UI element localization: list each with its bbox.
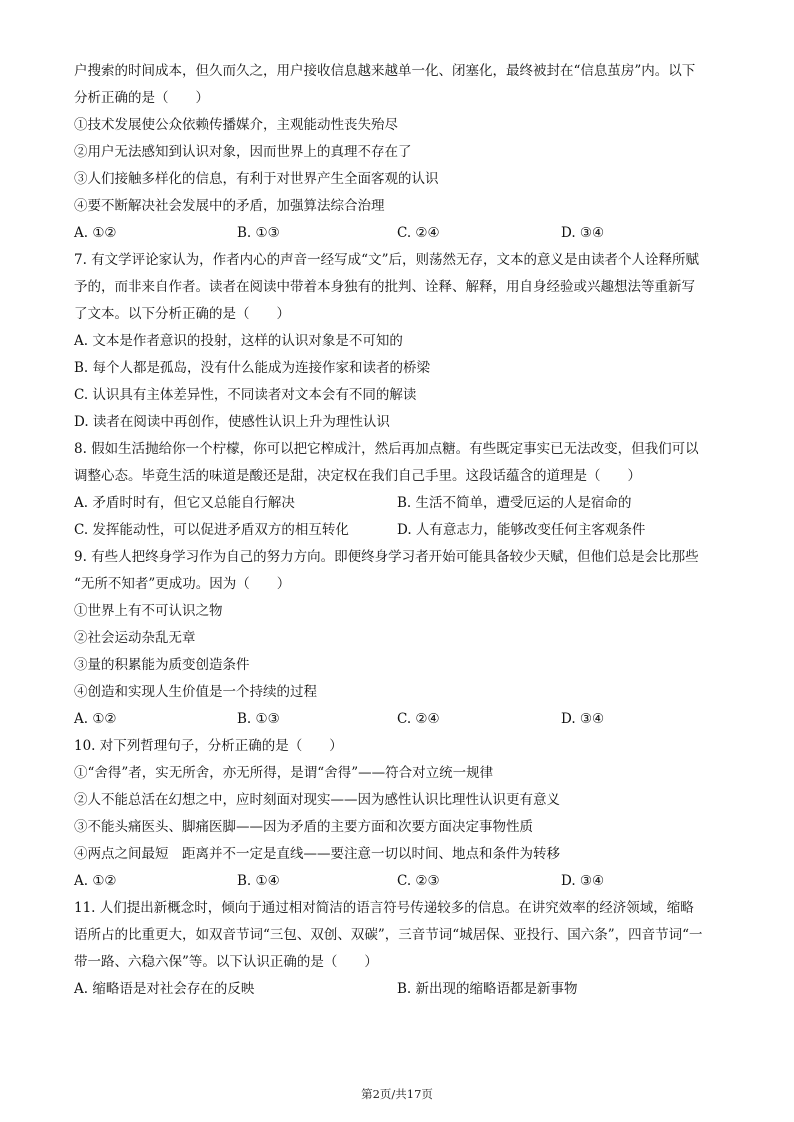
q8-options-row-1 [74, 494, 734, 512]
q6-option-a[interactable]: A. ①② [74, 225, 117, 241]
q7-option-b[interactable]: B. 每个人都是孤岛，没有什么能成为连接作家和读者的桥梁 [74, 360, 431, 376]
q10-statement-1: ①“舍得”者，实无所舍，亦无所得，是谓“舍得”——符合对立统一规律 [74, 765, 494, 781]
q6-stem-line-2: 分析正确的是（ ） [74, 90, 209, 106]
q10-option-a[interactable]: A. ①② [74, 873, 117, 889]
q8-option-a[interactable]: A. 矛盾时时有，但它又总能自行解决 [74, 495, 295, 511]
q9-statement-3: ③量的积累能为质变创造条件 [74, 657, 250, 673]
q10-statement-4: ④两点之间最短 距离并不一定是直线——要注意一切以时间、地点和条件为转移 [74, 846, 560, 862]
q6-statement-1: ①技术发展使公众依赖传播媒介，主观能动性丧失殆尽 [74, 117, 398, 133]
q10-statement-2: ②人不能总活在幻想之中，应时刻面对现实——因为感性认识比理性认识更有意义 [74, 792, 560, 808]
q8-option-b[interactable]: B. 生活不简单，遭受厄运的人是宿命的 [397, 495, 632, 511]
q6-statement-3: ③人们接触多样化的信息，有利于对世界产生全面客观的认识 [74, 171, 439, 187]
q10-options [74, 872, 734, 890]
q9-statement-4: ④创造和实现人生价值是一个持续的过程 [74, 684, 317, 700]
q9-options [74, 710, 734, 728]
q7-option-a[interactable]: A. 文本是作者意识的投射，这样的认识对象是不可知的 [74, 333, 403, 349]
q7-stem-line-3: 了文本。以下分析正确的是（ ） [74, 306, 290, 322]
q6-options [74, 224, 734, 242]
q9-option-c[interactable]: C. ②④ [397, 711, 440, 727]
q6-option-d[interactable]: D. ③④ [561, 225, 605, 241]
q9-stem-line-1: 9. 有些人把终身学习作为自己的努力方向。即便终身学习者开始可能具备较少天赋，但他们总是会比那些 [74, 549, 699, 565]
q6-statement-2: ②用户无法感知到认识对象，因而世界上的真理不存在了 [74, 144, 412, 160]
q8-stem-line-2: 调整心态。毕竟生活的味道是酸还是甜，决定权在我们自己手里。这段话蕴含的道理是（ ） [74, 468, 641, 484]
q7-option-c[interactable]: C. 认识具有主体差异性，不同读者对文本会有不同的解读 [74, 387, 417, 403]
q9-stem-line-2: “无所不知者”更成功。因为（ ） [74, 576, 291, 592]
q10-option-b[interactable]: B. ①④ [237, 873, 280, 889]
q11-option-a[interactable]: A. 缩略语是对社会存在的反映 [74, 981, 255, 997]
q10-statement-3: ③不能头痛医头、脚痛医脚——因为矛盾的主要方面和次要方面决定事物性质 [74, 819, 533, 835]
q6-stem-line-1: 户搜索的时间成本，但久而久之，用户接收信息越来越单一化、闭塞化，最终被封在“信息茧房”内。以下 [74, 63, 696, 79]
q8-option-c[interactable]: C. 发挥能动性，可以促进矛盾双方的相互转化 [74, 522, 349, 538]
q6-statement-4: ④要不断解决社会发展中的矛盾，加强算法综合治理 [74, 198, 385, 214]
q10-option-d[interactable]: D. ③④ [561, 873, 605, 889]
q11-options [74, 980, 734, 998]
q11-option-b[interactable]: B. 新出现的缩略语都是新事物 [397, 981, 578, 997]
q8-option-d[interactable]: D. 人有意志力，能够改变任何主客观条件 [397, 522, 646, 538]
q7-stem-line-2: 予的，而非来自作者。读者在阅读中带着本身独有的批判、诠释、解释，用自身经验或兴趣想法等重新写 [74, 279, 695, 295]
q10-stem-line-1: 10. 对下列哲理句子，分析正确的是（ ） [74, 738, 343, 754]
q8-options-row-2 [74, 521, 734, 539]
q11-stem-line-2: 语所占的比重更大，如双音节词“三包、双创、双碳”，三音节词“城居保、亚投行、国六条”，四音节词“一 [74, 927, 703, 943]
page-number-footer: 第2页/共17页 [361, 1087, 433, 1101]
q6-option-c[interactable]: C. ②④ [397, 225, 440, 241]
q8-stem-line-1: 8. 假如生活抛给你一个柠檬，你可以把它榨成汁，然后再加点糖。有些既定事实已无法改变，但我们可以 [74, 441, 699, 457]
q7-stem-line-1: 7. 有文学评论家认为，作者内心的声音一经写成“文”后，则荡然无存，文本的意义是由读者个人诠释所赋 [74, 252, 699, 268]
q9-statement-1: ①世界上有不可认识之物 [74, 603, 223, 619]
q7-option-d[interactable]: D. 读者在阅读中再创作，使感性认识上升为理性认识 [74, 414, 390, 430]
q9-option-b[interactable]: B. ①③ [237, 711, 280, 727]
q9-option-a[interactable]: A. ①② [74, 711, 117, 727]
q11-stem-line-1: 11. 人们提出新概念时，倾向于通过相对简洁的语言符号传递较多的信息。在讲究效率的经济领域，缩略 [74, 900, 694, 916]
q6-option-b[interactable]: B. ①③ [237, 225, 280, 241]
q11-stem-line-3: 带一路、六稳六保”等。以下认识正确的是（ ） [74, 954, 378, 970]
q9-statement-2: ②社会运动杂乱无章 [74, 630, 196, 646]
q10-option-c[interactable]: C. ②③ [397, 873, 440, 889]
q9-option-d[interactable]: D. ③④ [561, 711, 605, 727]
